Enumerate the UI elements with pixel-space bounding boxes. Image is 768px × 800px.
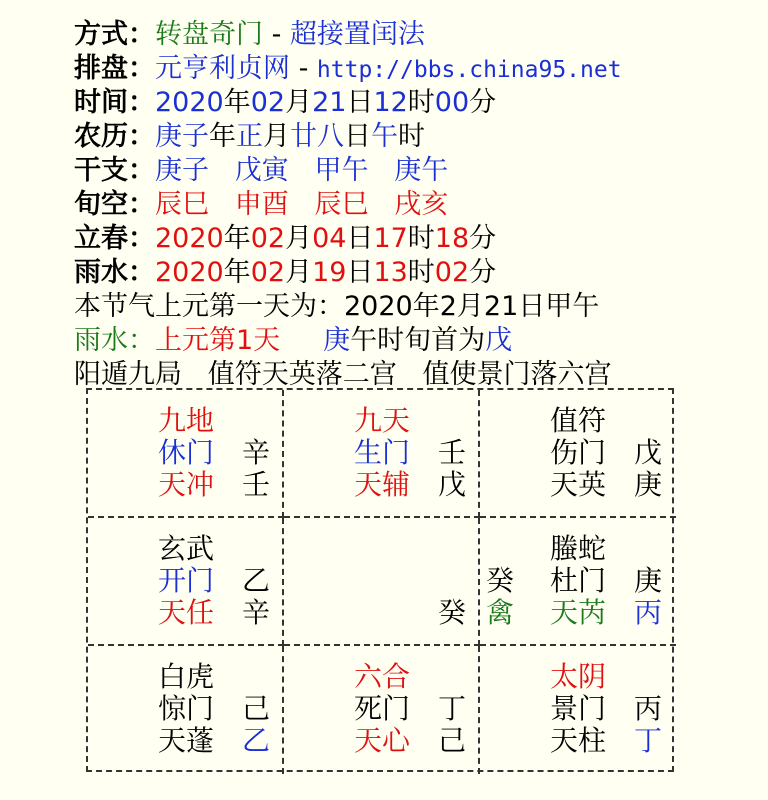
- palace-god: 螣蛇: [550, 532, 607, 565]
- info-value: 正: [236, 121, 263, 152]
- info-value: 18: [434, 223, 470, 254]
- palace-cell: [284, 390, 480, 518]
- info-label: 时间：: [74, 87, 155, 118]
- info-value: 雨水：: [74, 325, 155, 356]
- palace-heaven-stem: 庚: [634, 564, 663, 597]
- info-line: [74, 120, 622, 154]
- info-value: 午时旬首为: [350, 325, 486, 356]
- palace-star: 天辅: [354, 468, 411, 501]
- info-value: 年: [223, 87, 251, 118]
- info-value: 02: [250, 87, 286, 118]
- info-value: 月: [285, 257, 313, 288]
- palace-star: 天冲: [158, 468, 215, 501]
- palace-door: 杜门: [550, 564, 607, 597]
- info-value: 本节气上元第一天为：2020年2月21日甲午: [74, 291, 600, 322]
- info-label: 雨水：: [74, 257, 155, 288]
- palace-extra-star: 禽: [486, 596, 515, 629]
- info-value: 月: [285, 223, 313, 254]
- info-label: 旬空：: [74, 189, 155, 220]
- info-value: 午: [371, 121, 398, 152]
- palace-cell: [480, 518, 676, 646]
- info-value: 分: [469, 87, 497, 118]
- info-value: 时: [407, 223, 435, 254]
- palace-heaven-stem: 乙: [242, 564, 271, 597]
- info-value: 2020: [155, 257, 224, 288]
- palace-god: 白虎: [158, 660, 215, 693]
- palace-god: 九天: [354, 404, 411, 437]
- palace-cell: [88, 646, 284, 774]
- info-label: 排盘：: [74, 53, 155, 84]
- palace-earth-stem: 癸: [438, 596, 467, 629]
- info-value: -: [263, 19, 290, 50]
- info-value: 月: [285, 87, 313, 118]
- info-value: 戊: [485, 325, 513, 356]
- info-value: 廿八: [290, 121, 344, 152]
- info-line: [74, 18, 622, 52]
- palace-god: 九地: [158, 404, 215, 437]
- info-value: 02: [434, 257, 470, 288]
- palace-star: 天蓬: [158, 724, 215, 757]
- chart-info: [74, 18, 622, 392]
- info-value: 庚: [323, 325, 351, 356]
- info-value: 时: [407, 257, 435, 288]
- info-value: 阳遁九局 值符天英落二宫 值使景门落六宫: [74, 359, 612, 390]
- palace-door: 生门: [354, 436, 411, 469]
- palace-earth-stem: 庚: [634, 468, 663, 501]
- palace-cell: [284, 646, 480, 774]
- info-label: 干支：: [74, 155, 155, 186]
- palace-heaven-stem: 丁: [438, 692, 467, 725]
- palace-door: 惊门: [158, 692, 215, 725]
- info-value: 13: [373, 257, 408, 288]
- info-line: [74, 324, 622, 358]
- palace-star: 天英: [550, 468, 607, 501]
- palace-earth-stem: 丁: [634, 724, 663, 757]
- info-value: 00: [434, 87, 470, 118]
- info-value: 2020: [155, 87, 224, 118]
- palace-earth-stem: 丙: [634, 596, 663, 629]
- info-value: 04: [312, 223, 347, 254]
- info-value: 02: [250, 257, 286, 288]
- palace-god: 玄武: [158, 532, 215, 565]
- info-value: 21: [312, 87, 347, 118]
- palace-cell: [480, 646, 676, 774]
- palace-heaven-stem: 辛: [242, 436, 271, 469]
- info-value: 年: [209, 121, 236, 152]
- palace-earth-stem: 乙: [242, 724, 271, 757]
- palace-god: 六合: [354, 660, 411, 693]
- info-value: 日: [346, 257, 374, 288]
- palace-earth-stem: 壬: [242, 468, 271, 501]
- palace-cell: [88, 390, 284, 518]
- palace-door: 景门: [550, 692, 607, 725]
- info-value: 辰巳 申酉 辰巳 戌亥: [155, 189, 449, 220]
- nine-palace-grid: [86, 388, 674, 772]
- info-line: [74, 188, 622, 222]
- palace-earth-stem: 己: [438, 724, 467, 757]
- palace-star: 天心: [354, 724, 411, 757]
- palace-door: 开门: [158, 564, 215, 597]
- palace-door: 死门: [354, 692, 411, 725]
- website-url: http://bbs.china95.net: [316, 57, 622, 83]
- info-value: -: [290, 53, 317, 84]
- palace-god: 太阴: [550, 660, 607, 693]
- info-value: 2020: [155, 223, 224, 254]
- info-value: 日: [346, 87, 374, 118]
- palace-god: 值符: [550, 404, 607, 437]
- info-value: 转盘奇门: [155, 19, 263, 50]
- info-value: 年: [223, 257, 251, 288]
- info-value: 时: [398, 121, 425, 152]
- info-value: 12: [373, 87, 408, 118]
- info-label: 方式：: [74, 19, 155, 50]
- palace-cell: [480, 390, 676, 518]
- info-value: 分: [469, 257, 497, 288]
- palace-star: 天任: [158, 596, 215, 629]
- palace-heaven-stem: 丙: [634, 692, 663, 725]
- info-line: [74, 290, 622, 324]
- info-line: [74, 256, 622, 290]
- palace-earth-stem: 辛: [242, 596, 271, 629]
- palace-extra-stem: 癸: [486, 564, 515, 597]
- info-value: 日: [346, 223, 374, 254]
- info-value: 月: [263, 121, 290, 152]
- info-value: 17: [373, 223, 408, 254]
- info-line: [74, 86, 622, 120]
- info-value: 19: [312, 257, 347, 288]
- info-value: 元亨利贞网: [155, 53, 290, 84]
- info-value: 02: [250, 223, 286, 254]
- palace-star: 天柱: [550, 724, 607, 757]
- info-line: [74, 154, 622, 188]
- info-label: 立春：: [74, 223, 155, 254]
- info-value: 超接置闰法: [289, 19, 425, 50]
- info-value: 年: [223, 223, 251, 254]
- info-line: [74, 358, 622, 392]
- palace-earth-stem: 戊: [438, 468, 467, 501]
- info-value: 庚子: [155, 121, 209, 152]
- palace-door: 休门: [158, 436, 215, 469]
- info-value: 上元第1天: [155, 325, 281, 356]
- palace-star: 天芮: [550, 596, 607, 629]
- info-label: 农历：: [74, 121, 155, 152]
- info-value: 日: [344, 121, 371, 152]
- palace-door: 伤门: [550, 436, 607, 469]
- info-value: 时: [407, 87, 435, 118]
- palace-heaven-stem: 戊: [634, 436, 663, 469]
- palace-cell: [88, 518, 284, 646]
- palace-cell: [284, 518, 480, 646]
- palace-heaven-stem: 壬: [438, 436, 467, 469]
- info-value: 庚子 戊寅 甲午 庚午: [155, 155, 449, 186]
- info-line: [74, 52, 622, 86]
- info-value: [280, 325, 323, 356]
- palace-heaven-stem: 己: [242, 692, 271, 725]
- info-value: 分: [469, 223, 497, 254]
- info-line: [74, 222, 622, 256]
